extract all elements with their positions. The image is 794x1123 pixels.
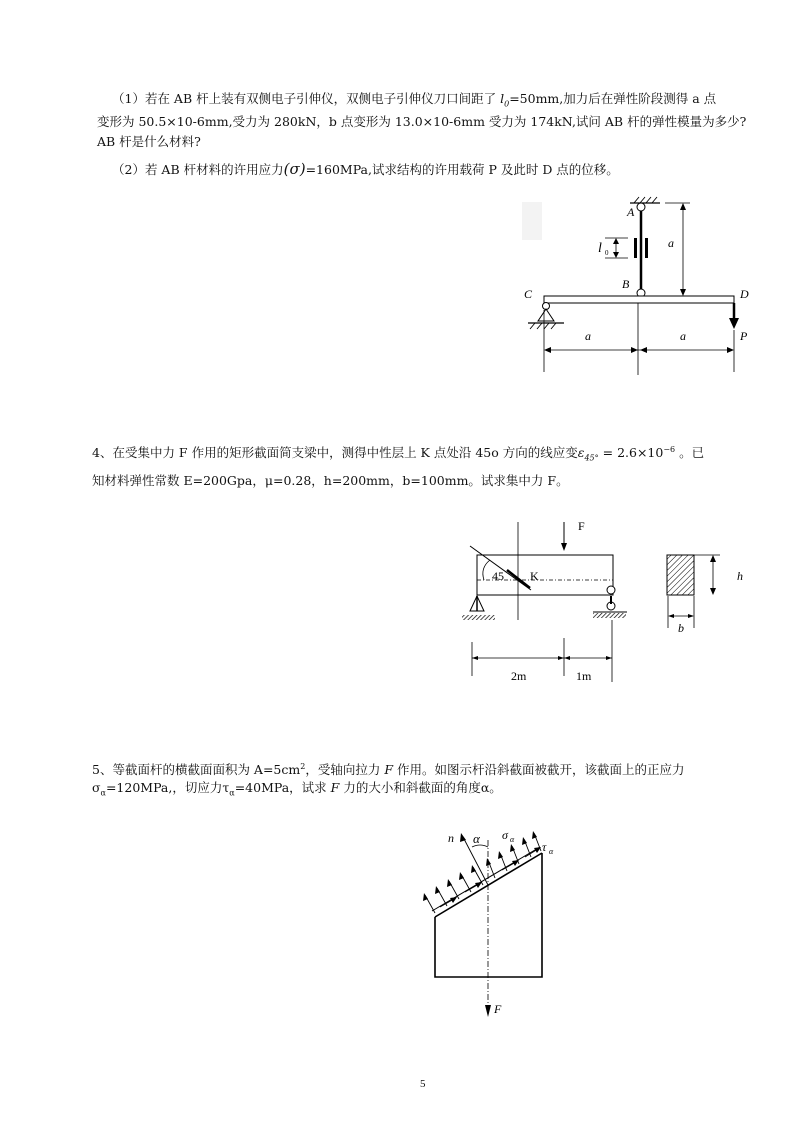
text-segment: 力的大小和斜截面的角度α。 [339, 780, 502, 795]
svg-text:A: A [627, 205, 635, 219]
exponent: −6 [663, 445, 676, 454]
problem3-part1-line2: 变形为 50.5×10-6mm,受力为 280kN，b 点变形为 13.0×10-6mm 受力为 174kN,试问 AB 杆的弹性模量为多少? [97, 114, 747, 129]
svg-text:45: 45 [492, 569, 504, 583]
problem5-line2 [92, 780, 502, 802]
svg-text:a: a [668, 236, 674, 250]
svg-text:K: K [530, 569, 539, 583]
sigma-symbol: (σ) [283, 160, 306, 178]
text-segment: 4、在受集中力 F 作用的矩形截面简支梁中，测得中性层上 K 点处沿 45o 方向的线应变 [92, 445, 578, 461]
svg-text:b: b [678, 621, 684, 635]
figure-simply-supported-beam [450, 510, 770, 690]
force-symbol: F [384, 762, 393, 778]
svg-text:P: P [740, 329, 748, 343]
force-symbol: F [330, 780, 340, 795]
text-segment: 5、等截面杆的横截面面积为 A=5cm [92, 762, 301, 778]
figure-inclined-section-bar [410, 815, 570, 1025]
text-segment: =120MPa,，切应力τ [105, 780, 230, 795]
figure-truss-beam [510, 190, 770, 380]
text-segment: （1）若在 AB 杆上装有双侧电子引伸仪，双侧电子引伸仪刀口间距了 [112, 91, 501, 106]
subscript: α [100, 788, 106, 798]
svg-text:h: h [737, 569, 743, 583]
svg-text:σ: σ [502, 828, 508, 842]
svg-text:a: a [680, 329, 686, 343]
svg-text:l: l [598, 241, 602, 256]
svg-text:C: C [524, 287, 533, 301]
svg-text:F: F [494, 1002, 502, 1016]
problem5-line1 [92, 759, 684, 778]
svg-text:F: F [578, 519, 585, 533]
text-segment: =50mm,加力后在弹性阶段测得 a 点 [509, 91, 717, 106]
text-segment: （2）若 AB 杆材料的许用应力 [112, 162, 284, 177]
text-segment: = 2.6×10 [598, 445, 664, 461]
svg-text:α: α [473, 831, 480, 846]
text-segment: 作用。如图示杆沿斜截面被截开，该截面上的正应力 [393, 762, 685, 778]
subscript: α [229, 788, 235, 798]
svg-text:B: B [622, 277, 630, 291]
problem3-part2 [112, 161, 619, 178]
page-number: 5 [420, 1078, 426, 1090]
problem4-line2: 知材料弹性常数 E=200Gpa，μ=0.28，h=200mm，b=100mm。试求集中力 F。 [92, 473, 569, 488]
epsilon-symbol: $\varepsilon_{45^\circ}$ [577, 445, 599, 463]
problem3-part1-line1 [112, 91, 716, 113]
svg-text:α: α [549, 847, 554, 856]
svg-text:D: D [740, 287, 749, 301]
text-segment: ，受轴向拉力 [305, 762, 385, 778]
problem3-part1-line3: AB 杆是什么材料? [97, 134, 201, 149]
svg-text:τ: τ [542, 840, 547, 854]
svg-text:α: α [510, 835, 515, 844]
text-segment: =160MPa,试求结构的许用载荷 P 及此时 D 点的位移。 [305, 162, 619, 177]
l0-symbol: $l_0$ [500, 91, 510, 109]
svg-text:a: a [585, 329, 591, 343]
text-segment: 。已 [675, 445, 705, 461]
svg-text:1m: 1m [576, 669, 592, 683]
svg-text:0: 0 [605, 249, 609, 257]
text-segment: =40MPa，试求 [234, 780, 331, 795]
exponent: 2 [300, 762, 306, 771]
problem4-line1 [92, 442, 704, 467]
svg-text:n: n [448, 831, 454, 845]
sigma-symbol: σ [92, 780, 101, 795]
svg-text:2m: 2m [511, 669, 527, 683]
